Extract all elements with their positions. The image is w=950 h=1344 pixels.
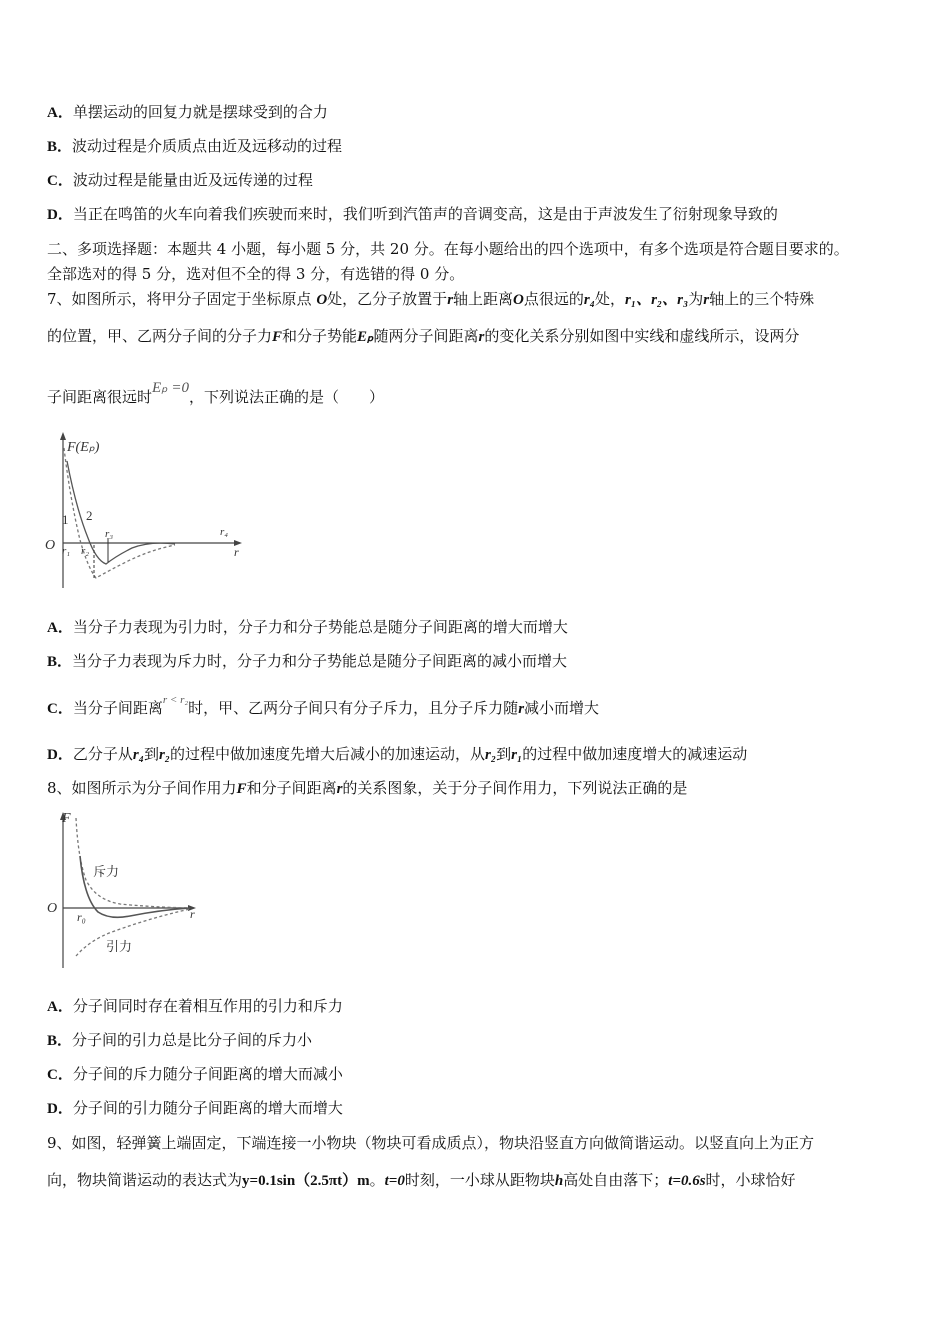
attraction-label: 引力 [106,940,133,955]
option-letter: C． [47,173,73,189]
stem-text: 子间距离很远时 [47,388,153,406]
stem-text: 随两分子间距离 [373,327,479,345]
q7-option-b [47,650,567,673]
symbol-f: F [236,781,247,797]
symbol-r2: r₂ [158,747,171,763]
q6-option-a [47,101,328,124]
curve-1-label: 1 [62,512,69,527]
option-text: 乙分子从 [72,745,133,763]
option-letter: D． [47,207,73,223]
option-letter: B． [47,139,73,155]
symbol-o: O [513,292,524,308]
option-letter: D． [47,747,73,763]
option-text: 分子间同时存在着相互作用的引力和斥力 [72,997,343,1015]
symbol-r4: r₄ [583,292,595,308]
r3-label: r₃ [105,528,114,540]
symbol-r4: r₄ [132,747,144,763]
q7-option-a [47,616,568,639]
option-letter: C． [47,1067,73,1083]
stem-text: 为 [688,290,704,308]
option-text: 分子间的引力总是比分子间的斥力小 [72,1031,313,1049]
symbol-r: r [703,292,710,308]
section-header-line2: 全部选对的得 5 分，选对但不全的得 3 分，有选错的得 0 分。 [47,265,465,283]
symbol-r: r [336,781,343,797]
symbol-r123: r₁、r₂、r₃ [625,292,689,308]
stem-text: 7、如图所示，将甲分子固定于坐标原点 [47,290,312,308]
stem-text: ，下列说法正确的是（ ） [188,388,384,406]
formula-r-lt-r2: r < r₂ [162,694,189,706]
stem-text: 和分子间距离 [246,779,337,797]
stem-text: 8、如图所示为分子间作用力 [47,779,237,797]
stem-text: 时，小球恰好 [705,1171,796,1189]
formula-t06: t=0.6s [668,1173,706,1189]
stem-text: 轴上距离 [453,290,514,308]
symbol-r2: r₂ [485,747,497,763]
option-letter: B． [47,654,73,670]
q8-option-a [47,995,343,1018]
option-letter: A． [47,105,73,121]
repulsion-curve [76,818,190,908]
stem-text: 的关系图象，关于分子间作用力，下列说法正确的是 [342,779,688,797]
stem-text: 处， [594,290,625,308]
q6-option-c [47,169,313,192]
x-axis-label: r [234,545,239,559]
potential-curve-dashed [64,448,175,578]
symbol-ep: Eₚ [357,329,374,345]
symbol-r: r [478,329,485,345]
stem-text: 处，乙分子放置于 [327,290,448,308]
option-text: 的过程中做加速度增大的减速运动 [522,745,748,763]
symbol-o: O [316,292,328,308]
r1-label: r₁ [62,545,71,557]
option-text: 当正在鸣笛的火车向着我们疾驶而来时，我们听到汽笛声的音调变高，这是由于声波发生了衍射现象导致的 [72,205,778,223]
section-header-line1: 二、多项选择题：本题共 4 小题，每小题 5 分，共 20 分。在每小题给出的四个选项中，有多个选项是符合题目要求的。 [47,240,849,258]
option-text: 波动过程是介质质点由近及远移动的过程 [72,137,343,155]
q7-graph [40,428,250,590]
q7-stem-line2 [47,325,799,348]
stem-text: 和分子势能 [282,327,358,345]
q6-option-b [47,135,342,158]
option-letter: D． [47,1101,73,1117]
origin-label: O [45,538,56,553]
option-text: 时，甲、乙两分子间只有分子斥力，且分子斥力随 [188,699,519,717]
formula-y: y=0.1sin（2.5πt）m [242,1173,370,1189]
stem-text: 时刻，一小球从距物块 [404,1171,555,1189]
y-axis-label: F [62,811,71,826]
y-axis-arrow [60,432,66,440]
q9-stem-line1: 9、如图，轻弹簧上端固定，下端连接一小物块（物块可看成质点），物块沿竖直方向做简谐运动。以竖直向上为正方 [47,1134,815,1152]
stem-text: 的位置，甲、乙两分子间的分子力 [47,327,273,345]
option-text: 的过程中做加速度先增大后减小的加速运动，从 [170,745,486,763]
symbol-r: r [518,701,525,717]
q8-option-b [47,1029,312,1052]
q7-stem-line3 [47,380,384,409]
option-text: 当分子力表现为引力时，分子力和分子势能总是随分子间距离的增大而增大 [72,618,568,636]
option-text: 单摆运动的回复力就是摆球受到的合力 [72,103,328,121]
stem-text: 轴上的三个特殊 [709,290,815,308]
option-text: 分子间的引力随分子间距离的增大而增大 [72,1099,343,1117]
option-text: 分子间的斥力随分子间距离的增大而减小 [72,1065,343,1083]
q7-stem-line1 [47,288,814,311]
symbol-f: F [272,329,283,345]
option-text: 当分子间距离 [72,699,163,717]
option-letter: B． [47,1033,73,1049]
option-text: 到 [496,745,512,763]
stem-text: 高处自由落下； [563,1171,669,1189]
stem-text: 的变化关系分别如图中实线和虚线所示，设两分 [484,327,800,345]
option-letter: A． [47,620,73,636]
origin-label: O [47,901,58,916]
q9-stem-line2 [47,1169,796,1192]
y-axis-label: F(Eₚ) [67,440,100,455]
formula-t0: t=0 [384,1173,405,1189]
option-letter: C． [47,701,73,717]
symbol-r1: r₁ [511,747,523,763]
q7-option-d [47,743,747,766]
formula-ep-zero: Eₚ =0 [152,380,189,396]
stem-text: 。 [369,1171,385,1189]
stem-text: 向，物块简谐运动的表达式为 [47,1171,243,1189]
r2-label: r₂ [81,545,90,557]
stem-text: 点很远的 [523,290,584,308]
option-text: 波动过程是能量由近及远传递的过程 [72,171,313,189]
r0-label: r₀ [77,910,86,924]
x-axis-label: r [190,907,195,921]
r4-label: r₄ [220,526,229,538]
repulsion-label: 斥力 [93,865,120,880]
q6-option-d [47,203,778,226]
q8-stem [47,777,687,800]
q8-option-c [47,1063,343,1086]
option-text: 当分子力表现为斥力时，分子力和分子势能总是随分子间距离的减小而增大 [72,652,568,670]
option-text: 减小而增大 [524,699,600,717]
option-letter: A． [47,999,73,1015]
option-text: 到 [143,745,159,763]
symbol-r: r [447,292,454,308]
symbol-h: h [554,1173,564,1189]
q7-option-c [47,694,600,721]
q8-option-d [47,1097,343,1120]
curve-2-label: 2 [86,508,93,523]
q8-graph [40,808,210,970]
